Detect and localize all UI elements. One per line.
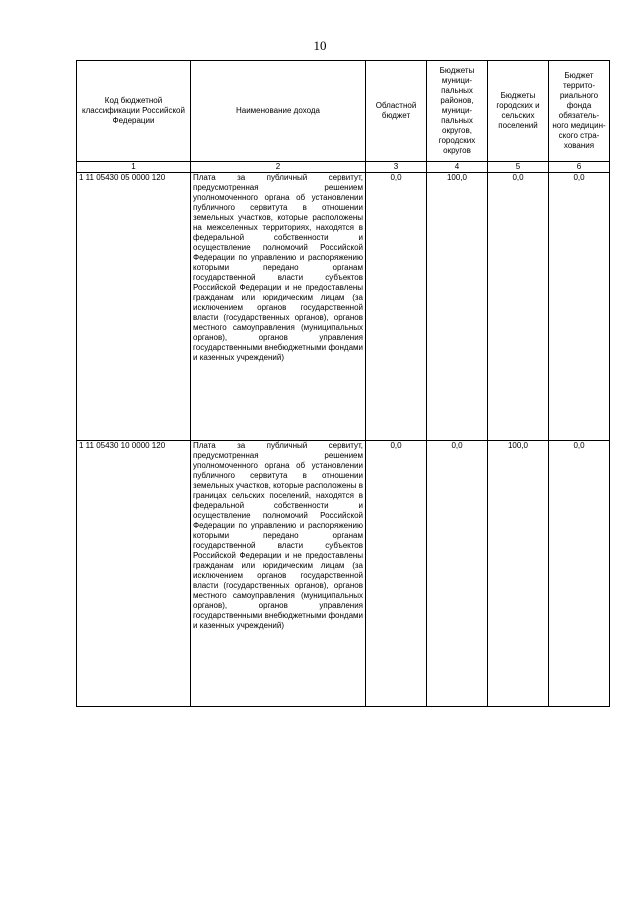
- regional-budget-value: 0,0: [366, 173, 427, 441]
- column-header-medical-fund-budget: Бюджет террито-риального фонда обязатель-ного медицин-ского стра-хования: [549, 61, 610, 162]
- municipal-budgets-value: 100,0: [427, 173, 488, 441]
- column-header-municipal-budgets: Бюджеты муници-пальных районов, муници-пальных округов, городских округов: [427, 61, 488, 162]
- settlement-budgets-value: 100,0: [488, 441, 549, 707]
- regional-budget-value: 0,0: [366, 441, 427, 707]
- column-number: 3: [366, 162, 427, 173]
- column-header-regional-budget: Областной бюджет: [366, 61, 427, 162]
- municipal-budgets-value: 0,0: [427, 441, 488, 707]
- revenue-name: Плата за публичный сервитут, предусмотренная решением уполномоченного органа об установлении публичного сервитута в отношении земельных участков, которые расположены на межселенных территориях, находятся в федеральной собственности и осуществление полномочий Российской Федерации по управлению и распоряжению которыми передано органам государственной власти субъектов Российской Федерации и не предоставлены гражданам или юридическим лицам (за исключением органов государственной власти (государственных органов), органов местного самоуправления (муниципальных органов), органов управления государственными внебюджетными фондами и казенных учреждений): [191, 173, 366, 441]
- column-number: 6: [549, 162, 610, 173]
- table-row: [77, 173, 610, 441]
- revenue-name: Плата за публичный сервитут, предусмотренная решением уполномоченного органа об установлении публичного сервитута в отношении земельных участков, которые расположены в границах сельских поселений, находятся в федеральной собственности и осуществление полномочий Российской Федерации по управлению и распоряжению которыми передано органам государственной власти субъектов Российской Федерации и не предоставлены гражданам или юридическим лицам (за исключением органов государственной власти (государственных органов), органов местного самоуправления (муниципальных органов), органов управления государственными внебюджетными фондами и казенных учреждений): [191, 441, 366, 707]
- medical-fund-value: 0,0: [549, 173, 610, 441]
- revenue-table: [76, 60, 610, 707]
- page-number: 10: [313, 38, 327, 53]
- column-number: 4: [427, 162, 488, 173]
- column-header-name: Наименование дохода: [191, 61, 366, 162]
- medical-fund-value: 0,0: [549, 441, 610, 707]
- table-row: [77, 441, 610, 707]
- budget-code: 1 11 05430 05 0000 120: [77, 173, 191, 441]
- column-header-code: Код бюджетной классификации Российской Федерации: [77, 61, 191, 162]
- column-number-row: [77, 162, 610, 173]
- budget-code: 1 11 05430 10 0000 120: [77, 441, 191, 707]
- column-number: 1: [77, 162, 191, 173]
- column-number: 5: [488, 162, 549, 173]
- column-header-settlement-budgets: Бюджеты городских и сельских поселений: [488, 61, 549, 162]
- settlement-budgets-value: 0,0: [488, 173, 549, 441]
- table-header-row: [77, 61, 610, 162]
- column-number: 2: [191, 162, 366, 173]
